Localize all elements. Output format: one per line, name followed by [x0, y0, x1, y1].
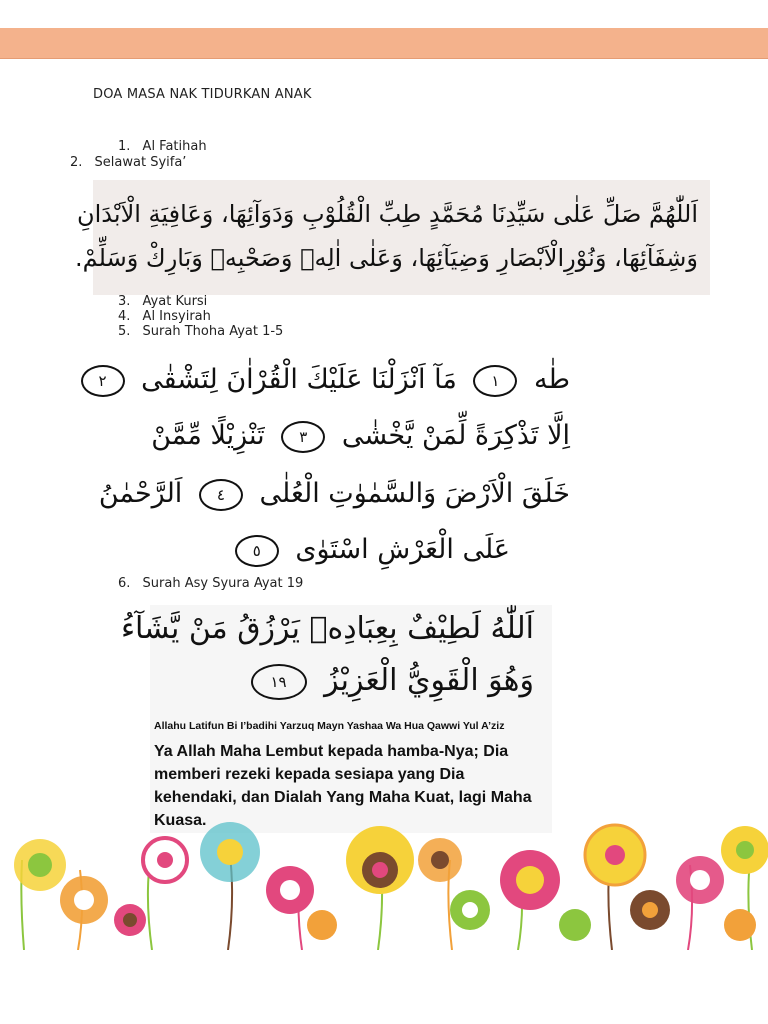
thoha-text: خَلَقَ الْاَرْضَ وَالسَّمٰوٰتِ الْعُلٰى: [259, 478, 570, 509]
selawat-line-1: اَللّٰهُمَّ صَلِّ عَلٰى سَيِّدِنَا مُحَمَّدٍ طِبِّ الْقُلُوْبِ وَدَوَآئِهَا، وَعَافِيَةِ الْاَبْدَانِ: [77, 200, 698, 228]
thoha-text: تَنْزِيْلًا مِّمَّنْ: [151, 420, 265, 451]
page-title: DOA MASA NAK TIDURKAN ANAK: [93, 87, 312, 102]
surah-asy-syura-image: [120, 605, 552, 833]
syura-line-1: اَللّٰهُ لَطِيْفٌ بِعِبَادِهٖ يَرْزُقُ مَنْ يَّشَآءُ: [120, 611, 534, 646]
ayah-number-marker: ٥: [235, 535, 279, 567]
list-number: 5.: [118, 324, 131, 339]
selawat-syifa-image: [75, 180, 710, 295]
ayah-number-marker: ١: [473, 365, 517, 397]
surah-thoha-image: [98, 358, 570, 583]
list-label: Surah Asy Syura Ayat 19: [142, 576, 304, 591]
syura-text: وَهُوَ الْقَوِيُّ الْعَزِيْزُ: [324, 663, 534, 698]
flower-border-decoration: [0, 800, 768, 950]
thoha-text: طٰه: [534, 364, 570, 395]
list-item: [70, 155, 186, 170]
ayah-number-marker: ٢: [81, 365, 125, 397]
list-item: [118, 576, 303, 591]
translation: Ya Allah Maha Lembut kepada hamba-Nya; Dia memberi rezeki kepada sesiapa yang Dia kehendaki, dan Dialah Yang Maha Kuat, lagi Maha Kuasa.: [154, 743, 532, 829]
transliteration: Allahu Latifun Bi I’badihi Yarzuq Mayn Yashaa Wa Hua Qawwi Yul A’ziz: [154, 720, 505, 732]
list-item: [118, 324, 283, 339]
ayah-number-marker: ١٩: [251, 664, 307, 700]
list-number: 4.: [118, 309, 131, 324]
thoha-line-4: [227, 534, 510, 567]
syura-line-2: [243, 663, 534, 700]
thoha-text: مَآ اَنْزَلْنَا عَلَيْكَ الْقُرْاٰنَ لِتَشْقٰى: [141, 364, 457, 395]
thoha-text: عَلَى الْعَرْشِ اسْتَوٰى: [295, 534, 510, 565]
list-label: Selawat Syifa’: [94, 155, 187, 170]
header-bar: [0, 28, 768, 59]
list-label: Al Insyirah: [142, 309, 211, 324]
thoha-line-1: [73, 364, 570, 397]
list-item: [118, 294, 207, 309]
selawat-line-2: وَشِفَآئِهَا، وَنُوْرِالْاَبْصَارِ وَضِيَآئِهَا، وَعَلٰى اٰلِهٖ وَصَحْبِهٖ وَبَارِكْ وَسَلِّمْ.: [75, 244, 698, 272]
flower-cluster: [14, 822, 768, 941]
list-label: Ayat Kursi: [142, 294, 208, 309]
ayah-number-marker: ٣: [281, 421, 325, 453]
thoha-line-2: [151, 420, 570, 453]
list-label: Surah Thoha Ayat 1-5: [142, 324, 284, 339]
list-number: 3.: [118, 294, 131, 309]
list-item: [118, 309, 211, 324]
thoha-text: اِلَّا تَذْكِرَةً لِّمَنْ يَّخْشٰى: [341, 420, 570, 451]
thoha-text: اَلرَّحْمٰنُ: [98, 478, 183, 509]
list-label: Al Fatihah: [142, 139, 207, 154]
list-number: 2.: [70, 155, 83, 170]
ayah-number-marker: ٤: [199, 479, 243, 511]
list-number: 6.: [118, 576, 131, 591]
list-number: 1.: [118, 139, 131, 154]
list-item: [118, 139, 207, 154]
thoha-line-3: [99, 478, 570, 511]
